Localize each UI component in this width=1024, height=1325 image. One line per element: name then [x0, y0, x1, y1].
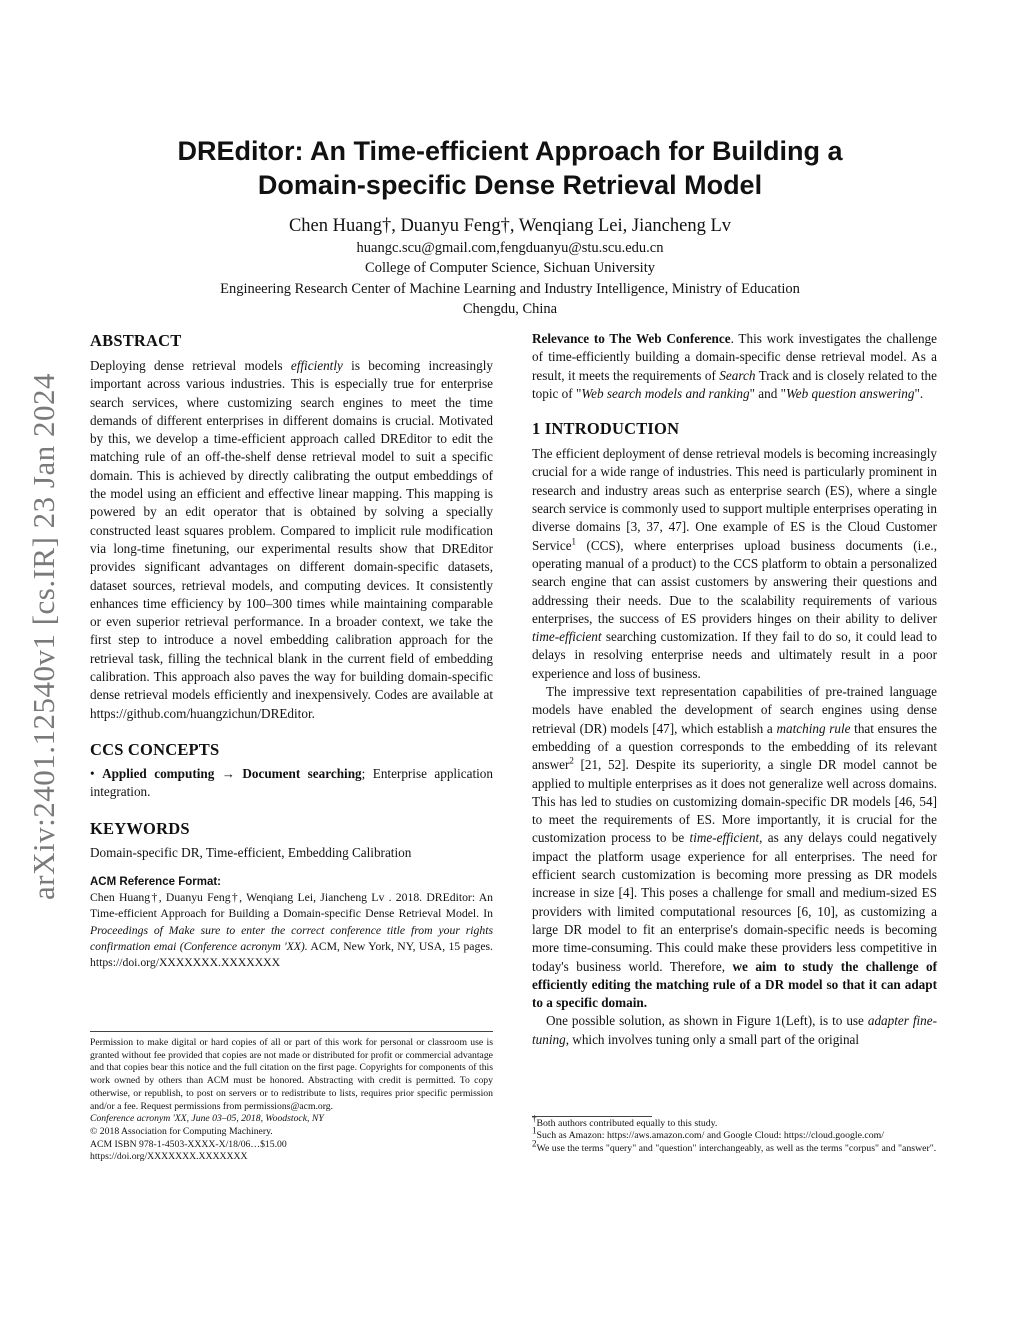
- author-list: Chen Huang†, Duanyu Feng†, Wenqiang Lei, Jiancheng Lv: [288, 216, 732, 236]
- intro-p1-a: The efficient deployment of dense retrieval models is becoming increasingly crucial for a wide range of industries. This need is particularly prominent in research and industry areas such as enterprise search (ES), where a single search service is commonly used to support multiple enterprises operating in diverse domains [3, 37, 47]. One example of ES is the Cloud Customer Service: [532, 446, 937, 553]
- keywords-heading: KEYWORDS: [90, 818, 190, 838]
- footnotes-block: [532, 1113, 937, 1155]
- intro-paragraph-1: [532, 445, 937, 683]
- intro-p1-b: (CCS), where enterprises upload business documents (i.e., operating manual of a product) to the CCS platform to obtain a personalized search engine that can assist customers by answering their questions and addressing their needs. Due to the scalability requirements of various enterprises, the success of ES providers hinges on their ability to deliver: [532, 537, 937, 626]
- abstract-heading: ABSTRACT: [90, 331, 182, 350]
- abstract-text: [90, 357, 493, 723]
- footnote-1: [532, 1126, 937, 1142]
- doi-line: https://doi.org/XXXXXXX.XXXXXXX: [90, 1151, 248, 1163]
- intro-p2-c: [21, 52]. Despite its superiority, a single DR model cannot be applied to multiple enterprises as it does not generalize well across domains. This has led to studies on customizing domain-specific DR models [46, 54] to meet the requirements of ES. More importantly, it is crucial for the customization process to be: [532, 757, 937, 846]
- relevance-title: Relevance to The Web Conference: [532, 331, 731, 346]
- ccs-bullet: •: [90, 765, 103, 781]
- abstract-emphasis: efficiently: [290, 358, 343, 373]
- footnote-2-mark: 2: [532, 1138, 537, 1149]
- relevance-em-3: Web question answering: [786, 385, 915, 401]
- intro-p2-a: The impressive text representation capabilities of pre-trained language models have enabled the development of search engines using dense retrieval (DR) models [47], which establish a: [532, 684, 937, 736]
- footnote-2: [532, 1138, 937, 1155]
- relevance-em-1: Search: [719, 367, 756, 383]
- footnote-1-mark: 1: [532, 1126, 537, 1137]
- abstract-start: Deploying dense retrieval models: [90, 358, 291, 373]
- author-emails: huangc.scu@gmail.com,fengduanyu@stu.scu.edu.cn: [356, 240, 664, 256]
- relevance-text-2: Track and is closely related to the topic of ": [532, 367, 937, 401]
- intro-p3-a: One possible solution, as shown in Figure 1(Left), is to use: [546, 1013, 868, 1029]
- copyright-line: © 2018 Association for Computing Machinery.: [90, 1125, 273, 1137]
- relevance-text-4: ".: [914, 385, 924, 401]
- left-column: [90, 330, 493, 972]
- intro-p2-b: that ensures the embedding of a question corresponds to the embedding of its relevant answer: [532, 720, 937, 773]
- relevance-em-2: Web search models and ranking: [581, 385, 750, 401]
- intro-p2-em1: matching rule: [776, 720, 851, 736]
- acm-reference-text: [90, 890, 493, 972]
- isbn-line: ACM ISBN 978-1-4503-XXXX-X/18/06…$15.00: [90, 1138, 287, 1150]
- footnote-dagger: [532, 1113, 937, 1130]
- intro-p2-bold: we aim to study the challenge of efficiently editing the matching rule of a DR model so that it can adapt to a specific domain.: [532, 958, 937, 1011]
- conference-line: [90, 1113, 493, 1126]
- title-line-2: Domain-specific Dense Retrieval Model: [257, 170, 763, 200]
- acm-ref-part1: Chen Huang†, Duanyu Feng†, Wenqiang Lei, Jiancheng Lv . 2018. DREditor: An Time-efficient Approach for Building a Domain-specific Dense Retrieval Model. In: [90, 890, 493, 921]
- ccs-rest: ; Enterprise application integration.: [90, 765, 493, 800]
- permission-block: [90, 1037, 493, 1164]
- footnote-ref-2: 2: [569, 755, 574, 766]
- relevance-text-1: . This work investigates the challenge of time-efficiently building a domain-specific dense retrieval model. As a result, it meets the requirements of: [532, 331, 937, 383]
- acm-ref-part2: ACM, New York, NY, USA, 15 pages. https://doi.org/XXXXXXX.XXXXXXX: [90, 940, 493, 970]
- footnote-1-text: Such as Amazon: https://aws.amazon.com/ and Google Cloud: https://cloud.google.com/: [536, 1130, 884, 1142]
- footnote-divider: [532, 1116, 652, 1117]
- footnote-2-text: We use the terms "query" and "question" interchangeably, as well as the terms "corpus" and "answer".: [536, 1142, 937, 1154]
- introduction-heading: 1 INTRODUCTION: [532, 419, 680, 439]
- permission-divider: [90, 1031, 493, 1032]
- keywords-text: Domain-specific DR, Time-efficient, Embedding Calibration: [90, 844, 412, 860]
- affiliation-city: Chengdu, China: [462, 300, 558, 317]
- relevance-paragraph: [532, 330, 937, 403]
- acm-reference-heading: ACM Reference Format:: [90, 875, 221, 888]
- footnote-dagger-text: Both authors contributed equally to this study.: [536, 1118, 718, 1129]
- intro-p1-c: searching customization. If they fail to do so, it could lead to delays in resolving enterprise needs and ultimately result in a poor experience and loss of business.: [532, 629, 937, 681]
- ccs-text: [90, 765, 493, 802]
- intro-p2-d: , as any delays could negatively impact the platform usage experience for all enterprises. The need for efficient search customization is becoming more pressing as DR models increase in size [4]. This poses a challenge for small and medium-sized ES providers with limited computational resources [6, 10], as customizing a large DR model to fit an enterprise's domain-specific needs is becoming more time-consuming. This could make these providers less competitive in today's business world. Therefore,: [532, 830, 937, 974]
- acm-ref-proceedings: Proceedings of Make sure to enter the correct conference title from your rights confirmation emai (Conference acronym 'XX).: [90, 923, 493, 954]
- affiliation-center: Engineering Research Center of Machine Learning and Industry Intelligence, Ministry of Education: [220, 280, 800, 297]
- ccs-heading: CCS CONCEPTS: [90, 739, 220, 759]
- affiliation-block: [110, 238, 910, 319]
- permission-text: Permission to make digital or hard copies of all or part of this work for personal or classroom use is granted without fee provided that copies are not made or distributed for profit or commercial advantage and that copies bear this notice and the full citation on the first page. Copyrights for components of this work owned by others than ACM must be honored. Abstracting with credit is permitted. To copy otherwise, or republish, to post on servers or to redistribute to lists, requires prior specific permission and/or a fee. Request permissions from permissions@acm.org.: [90, 1037, 493, 1112]
- intro-p1-em: time-efficient: [532, 629, 602, 645]
- affiliation-college: College of Computer Science, Sichuan University: [365, 260, 655, 277]
- right-column: [532, 330, 937, 1049]
- ccs-concept: Applied computing → Document searching: [102, 765, 362, 781]
- intro-p3-em: adapter fine-tuning: [532, 1013, 937, 1047]
- intro-paragraph-2: [532, 683, 937, 1012]
- intro-p2-em2: time-efficient: [689, 830, 760, 846]
- intro-paragraph-3: [532, 1012, 937, 1049]
- conference-name: Conference acronym 'XX, June 03–05, 2018, Woodstock, NY: [90, 1113, 324, 1125]
- paper-title: [110, 134, 910, 202]
- footnote-ref-1: 1: [571, 536, 577, 547]
- abstract-rest: is becoming increasingly important across various industries. This is especially true for enterprise search services, where customizing search engines to meet the time demands of different enterprises in different domains is crucial. Motivated by this, we develop a time-efficient approach called DREditor to edit the matching rule of an off-the-shelf dense retrieval model to suit a specific domain. This is achieved by directly calibrating the output embeddings of the model using an efficient and effective linear mapping. This mapping is powered by an edit operator that is obtained by solving a specially constructed least squares problem. Compared to implicit rule modification via long-time finetuning, our experimental results show that DREditor provides significant advantages on different domain-specific datasets, dataset sources, retrieval models, and computing devices. It consistently enhances time efficiency by 100–300 times while maintaining comparable or even superior retrieval performance. In a broader context, we take the first step to introduce a novel embedding calibration approach for the retrieval task, filling the technical blank in the current field of embedding calibration. This approach also paves the way for building domain-specific dense retrieval models efficiently and inexpensively. Codes are available at https://github.com/huangzichun/DREditor.: [90, 358, 493, 721]
- title-line-1: DREditor: An Time-efficient Approach for Building a: [177, 136, 843, 166]
- footnote-dagger-mark: †: [532, 1113, 537, 1124]
- relevance-text-3: " and ": [749, 385, 786, 401]
- arxiv-identifier: arXiv:2401.12540v1 [cs.IR] 23 Jan 2024: [26, 373, 61, 900]
- intro-p3-b: , which involves tuning only a small part of the original: [565, 1031, 860, 1047]
